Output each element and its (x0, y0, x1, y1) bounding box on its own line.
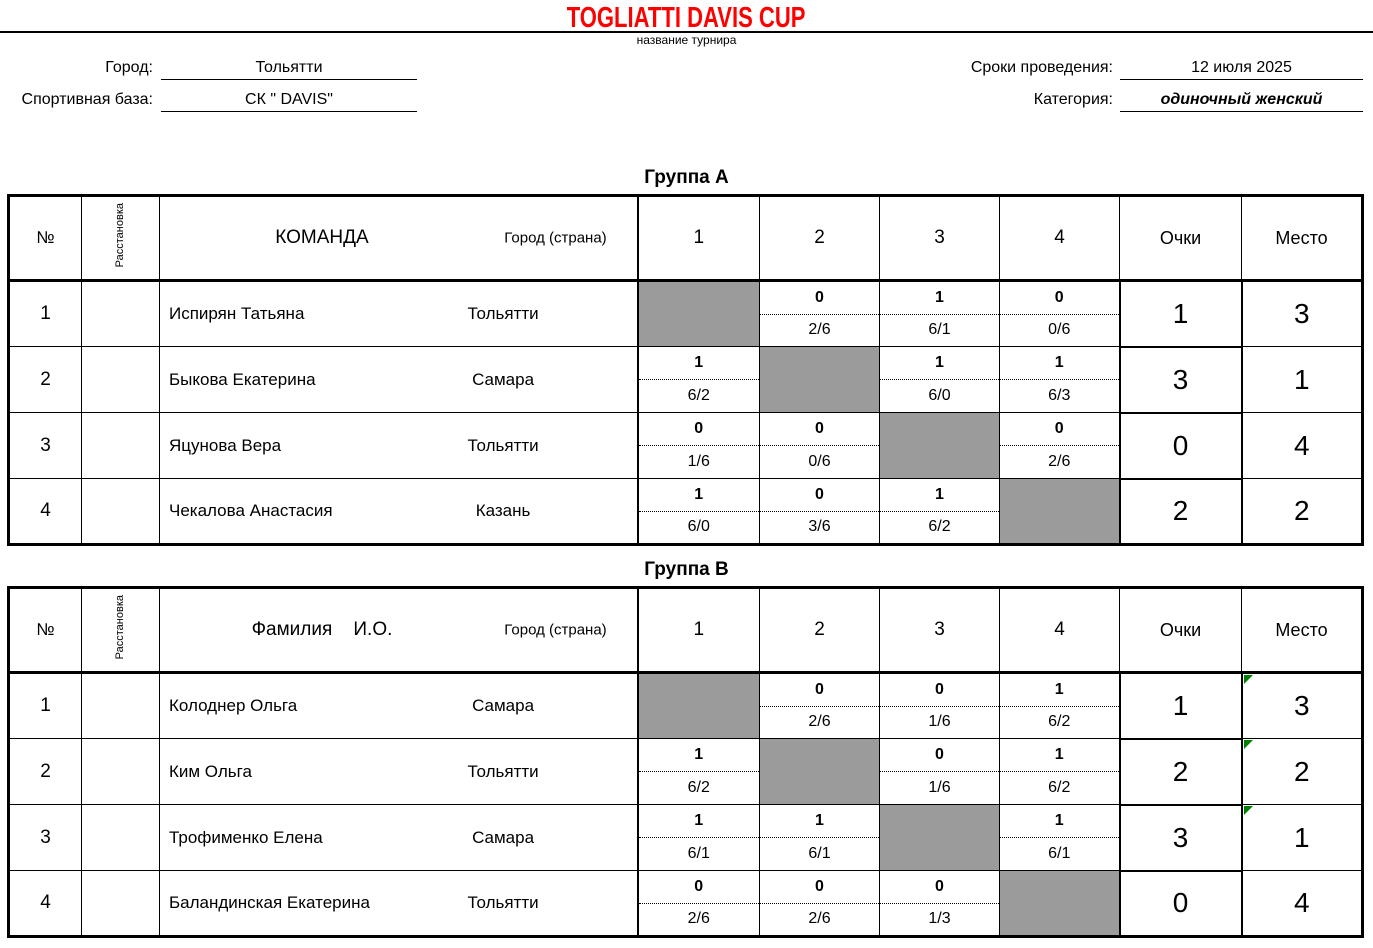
category-field (850, 86, 1363, 112)
match-win-indicator: 0 (1000, 414, 1119, 447)
match-score: 1/6 (928, 713, 951, 731)
city-field-value: Тольятти (161, 59, 417, 80)
match-result-cell (880, 673, 1000, 739)
match-score: 6/2 (1048, 713, 1071, 731)
points-cell: 2 (1120, 739, 1242, 805)
match-win-indicator: 0 (760, 414, 879, 447)
row-number-cell: 2 (9, 739, 82, 805)
match-result-cell (880, 479, 1000, 545)
player-name: Баландинская Екатерина (169, 893, 370, 912)
match-cell-content (639, 479, 760, 543)
match-score: 6/0 (928, 386, 951, 404)
match-win-indicator: 1 (760, 806, 879, 839)
match-win-indicator: 0 (760, 871, 879, 904)
match-score: 2/6 (687, 910, 710, 928)
match-score: 2/6 (808, 321, 831, 339)
player-name: Яцунова Вера (169, 435, 282, 455)
player-city: Казань (475, 501, 531, 520)
match-result-cell (1000, 673, 1120, 739)
number-column-header: № (9, 588, 82, 673)
match-result-cell (880, 739, 1000, 805)
title-caption: название турнира (636, 33, 737, 47)
match-score: 1/6 (687, 452, 710, 470)
match-win-indicator: 1 (639, 479, 760, 512)
player-city: Тольятти (467, 893, 539, 912)
match-cell-content (880, 479, 999, 543)
match-cell-content (639, 414, 760, 478)
points-cell: 1 (1120, 281, 1242, 347)
match-result-cell (760, 805, 880, 871)
player-name: Испирян Татьяна (169, 304, 305, 323)
match-win-indicator: 1 (880, 479, 999, 512)
round-column-header-3: 3 (880, 196, 1000, 281)
match-score: 2/6 (808, 713, 831, 731)
match-win-indicator: 1 (880, 348, 999, 381)
match-cell-content (639, 740, 760, 804)
seeding-cell (82, 871, 160, 937)
city-country-header-label: Город (страна) (504, 229, 607, 247)
table-row (9, 805, 1363, 871)
match-result-cell (638, 739, 760, 805)
match-result-cell (760, 673, 880, 739)
tournament-title: TOGLIATTI DAVIS CUP (567, 2, 806, 34)
row-number-cell: 2 (9, 347, 82, 413)
match-cell-content (639, 871, 760, 935)
match-cell-content (1000, 282, 1119, 346)
match-cell-content (760, 282, 879, 346)
match-win-indicator: 1 (1000, 740, 1119, 773)
city-field (0, 54, 417, 80)
place-cell: 3 (1242, 281, 1363, 347)
match-score: 6/2 (928, 518, 951, 536)
points-cell: 0 (1120, 871, 1242, 937)
self-match-cell (1000, 479, 1120, 545)
match-score: 6/2 (687, 778, 710, 796)
points-cell: 0 (1120, 413, 1242, 479)
match-cell-content (1000, 348, 1119, 412)
match-result-cell (1000, 413, 1120, 479)
round-column-header-2: 2 (760, 588, 880, 673)
table-row (9, 871, 1363, 937)
team-header-label: КОМАНДА (275, 227, 369, 248)
points-cell: 3 (1120, 347, 1242, 413)
player-cell (160, 871, 638, 937)
match-cell-content (1000, 806, 1119, 870)
dates-field-label: Сроки проведения: (970, 59, 1113, 76)
seeding-cell (82, 739, 160, 805)
match-win-indicator: 0 (639, 414, 760, 447)
points-cell: 2 (1120, 479, 1242, 545)
match-win-indicator: 0 (880, 674, 999, 707)
match-cell-content (880, 871, 999, 935)
points-cell: 3 (1120, 805, 1242, 871)
seeding-cell (82, 805, 160, 871)
venue-field (0, 86, 417, 112)
error-indicator-triangle (1244, 675, 1253, 684)
player-name: Ким Ольга (169, 761, 252, 781)
match-result-cell (760, 871, 880, 937)
player-city: Тольятти (467, 761, 539, 781)
player-cell (160, 805, 638, 871)
place-cell: 2 (1242, 739, 1363, 805)
player-name: Колоднер Ольга (169, 696, 298, 715)
header-row (9, 196, 1363, 281)
table-row (9, 673, 1363, 739)
group-b-table (7, 586, 1364, 938)
match-cell-content (639, 348, 760, 412)
row-number-cell: 3 (9, 805, 82, 871)
player-cell (160, 739, 638, 805)
match-result-cell (880, 281, 1000, 347)
number-column-header: № (9, 196, 82, 281)
match-cell-content (760, 479, 879, 543)
match-win-indicator: 0 (760, 674, 879, 707)
match-cell-content (1000, 674, 1119, 738)
place-cell: 2 (1242, 479, 1363, 545)
player-city: Тольятти (467, 435, 539, 455)
place-cell: 3 (1242, 673, 1363, 739)
row-number-cell: 1 (9, 673, 82, 739)
match-win-indicator: 0 (880, 740, 999, 773)
row-number-cell: 3 (9, 413, 82, 479)
match-cell-content (760, 674, 879, 738)
player-cell (160, 479, 638, 545)
match-score: 3/6 (808, 518, 831, 536)
match-cell-content (880, 282, 999, 346)
seeding-column-header (82, 196, 160, 281)
seeding-cell (82, 347, 160, 413)
round-column-header-4: 4 (1000, 196, 1120, 281)
row-number-cell: 4 (9, 479, 82, 545)
match-win-indicator: 1 (639, 740, 760, 773)
table-row (9, 739, 1363, 805)
table-row (9, 413, 1363, 479)
error-indicator-triangle (1244, 740, 1253, 749)
self-match-cell (638, 673, 760, 739)
group-b-title: Группа В (644, 559, 729, 580)
match-score: 6/2 (1048, 778, 1071, 796)
seeding-cell (82, 673, 160, 739)
city-field-label: Город: (105, 59, 153, 76)
error-indicator-triangle (1244, 806, 1253, 815)
row-number-cell: 1 (9, 281, 82, 347)
match-cell-content (760, 871, 879, 935)
match-score: 6/3 (1048, 386, 1071, 404)
match-score: 6/0 (687, 518, 710, 536)
match-win-indicator: 0 (760, 479, 879, 512)
place-column-header: Место (1242, 196, 1363, 281)
match-score: 6/1 (808, 844, 831, 862)
city-country-header-label: Город (страна) (504, 621, 607, 639)
match-score: 1/3 (928, 910, 951, 928)
points-column-header: Очки (1120, 588, 1242, 673)
match-result-cell (638, 479, 760, 545)
player-city: Самара (472, 369, 535, 389)
header-row (9, 588, 1363, 673)
round-column-header-1: 1 (638, 588, 760, 673)
player-city: Тольятти (467, 304, 539, 323)
match-score: 1/6 (928, 778, 951, 796)
match-result-cell (1000, 805, 1120, 871)
dates-field-value: 12 июля 2025 (1120, 59, 1363, 80)
match-cell-content (760, 414, 879, 478)
category-field-label: Категория: (1033, 91, 1113, 108)
seeding-cell (82, 281, 160, 347)
self-match-cell (880, 413, 1000, 479)
row-number-cell: 4 (9, 871, 82, 937)
team-column-header (160, 196, 638, 281)
player-name: Чекалова Анастасия (169, 501, 333, 520)
team-header-label: Фамилия И.О. (251, 619, 393, 640)
round-column-header-2: 2 (760, 196, 880, 281)
dates-field (850, 54, 1363, 80)
match-result-cell (760, 281, 880, 347)
self-match-cell (880, 805, 1000, 871)
player-cell (160, 673, 638, 739)
match-win-indicator: 0 (760, 282, 879, 315)
match-win-indicator: 1 (1000, 348, 1119, 381)
seeding-cell (82, 479, 160, 545)
match-result-cell (1000, 281, 1120, 347)
player-name: Быкова Екатерина (169, 369, 316, 389)
match-win-indicator: 0 (880, 871, 999, 904)
place-cell: 4 (1242, 413, 1363, 479)
player-name: Трофименко Елена (169, 827, 323, 847)
match-cell-content (760, 806, 879, 870)
player-cell (160, 413, 638, 479)
venue-field-label: Спортивная база: (21, 91, 153, 108)
match-cell-content (880, 740, 999, 804)
match-cell-content (1000, 740, 1119, 804)
table-row (9, 479, 1363, 545)
match-cell-content (639, 806, 760, 870)
player-cell (160, 347, 638, 413)
place-cell: 4 (1242, 871, 1363, 937)
self-match-cell (638, 281, 760, 347)
match-score: 6/2 (687, 386, 710, 404)
points-cell: 1 (1120, 673, 1242, 739)
match-win-indicator: 1 (1000, 806, 1119, 839)
place-cell: 1 (1242, 347, 1363, 413)
round-column-header-1: 1 (638, 196, 760, 281)
player-city: Самара (472, 696, 535, 715)
match-win-indicator: 0 (639, 871, 760, 904)
match-cell-content (880, 674, 999, 738)
match-win-indicator: 0 (1000, 282, 1119, 315)
match-win-indicator: 1 (880, 282, 999, 315)
seeding-column-label: Расстановка (114, 595, 126, 660)
seeding-cell (82, 413, 160, 479)
match-result-cell (638, 805, 760, 871)
match-score: 6/1 (928, 321, 951, 339)
group-a-table (7, 194, 1364, 546)
match-result-cell (880, 871, 1000, 937)
points-column-header: Очки (1120, 196, 1242, 281)
match-score: 2/6 (1048, 452, 1071, 470)
player-city: Самара (472, 827, 535, 847)
match-score: 0/6 (1048, 321, 1071, 339)
category-field-value: одиночный женский (1120, 91, 1363, 112)
team-column-header (160, 588, 638, 673)
match-result-cell (760, 479, 880, 545)
self-match-cell (760, 347, 880, 413)
group-a-title: Группа А (644, 167, 729, 188)
table-row (9, 281, 1363, 347)
match-win-indicator: 1 (639, 806, 760, 839)
match-result-cell (1000, 739, 1120, 805)
round-column-header-4: 4 (1000, 588, 1120, 673)
place-cell: 1 (1242, 805, 1363, 871)
match-score: 6/1 (1048, 844, 1071, 862)
seeding-column-label: Расстановка (114, 203, 126, 268)
match-result-cell (760, 413, 880, 479)
match-score: 0/6 (808, 452, 831, 470)
match-win-indicator: 1 (639, 348, 760, 381)
venue-field-value: СК " DAVIS" (161, 91, 417, 112)
round-column-header-3: 3 (880, 588, 1000, 673)
table-row (9, 347, 1363, 413)
self-match-cell (1000, 871, 1120, 937)
match-result-cell (638, 413, 760, 479)
match-score: 6/1 (687, 844, 710, 862)
place-column-header: Место (1242, 588, 1363, 673)
match-cell-content (880, 348, 999, 412)
self-match-cell (760, 739, 880, 805)
match-win-indicator: 1 (1000, 674, 1119, 707)
match-result-cell (880, 347, 1000, 413)
match-result-cell (638, 347, 760, 413)
player-cell (160, 281, 638, 347)
seeding-column-header (82, 588, 160, 673)
match-cell-content (1000, 414, 1119, 478)
match-score: 2/6 (808, 910, 831, 928)
match-result-cell (1000, 347, 1120, 413)
match-result-cell (638, 871, 760, 937)
